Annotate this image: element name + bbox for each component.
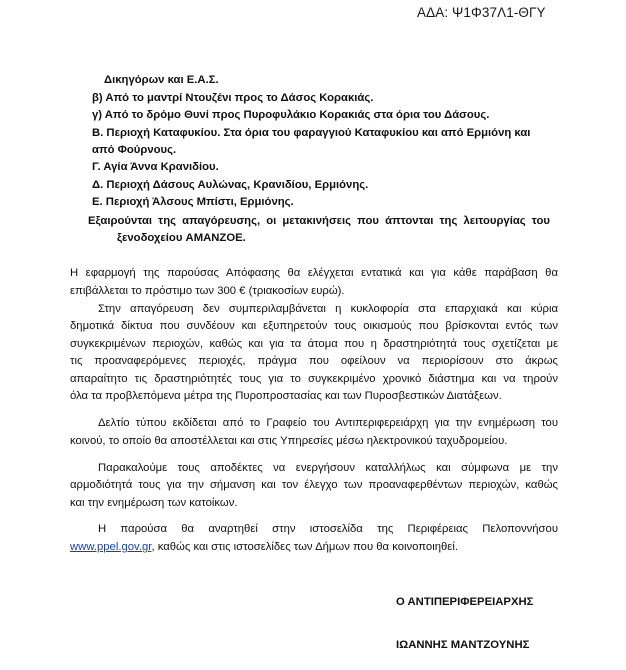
paragraph-line: τις προαναφερόμενες περιοχές, πράγμα που οφείλουν να περιορίσουν στο άκρως bbox=[70, 355, 558, 367]
area-line: Ε. Περιοχή Άλσους Μπίστι, Ερμιόνης. bbox=[92, 196, 294, 208]
paragraph-line: δημοτικά δίκτυα που συνδέουν και εξυπηρετούν τους οικισμούς που βρίσκονται εντός των bbox=[70, 320, 558, 332]
paragraph-line: και την ενημέρωση των κατοίκων. bbox=[70, 497, 238, 509]
area-line: από Φούρνους. bbox=[92, 144, 177, 156]
exemption-line: Εξαιρούνται της απαγόρευσης, οι μετακινήσεις που άπτονται της λειτουργίας του bbox=[88, 215, 550, 227]
paragraph-line: επιβάλλεται το πρόστιμο των 300 € (τριακοσίων ευρώ). bbox=[70, 285, 345, 297]
paragraph-line: Παρακαλούμε τους αποδέκτες να ενεργήσουν καταλλήλως και σύμφωνα με την bbox=[98, 462, 558, 474]
area-line: Δ. Περιοχή Δάσους Αυλώνας, Κρανιδίου, Ερμιόνης. bbox=[92, 179, 369, 191]
paragraph-line: αρμοδιότητά τους για την σήμανση και τον έλεγχο των προαναφερθέντων περιοχών, καθώς bbox=[70, 479, 558, 491]
paragraph-line bbox=[70, 540, 458, 554]
signature-title: Ο ΑΝΤΙΠΕΡΙΦΕΡΕΙΑΡΧΗΣ bbox=[396, 596, 534, 608]
area-line: β) Από το μαντρί Ντουζένι προς το Δάσος Κορακιάς. bbox=[92, 92, 374, 104]
paragraph-line: Η παρούσα θα αναρτηθεί στην ιστοσελίδα της Περιφέρειας Πελοποννήσου bbox=[98, 523, 558, 535]
paragraph-text: , καθώς και στις ιστοσελίδες των Δήμων που θα κοινοποιηθεί. bbox=[151, 541, 458, 553]
area-line: γ) Από το δρόμο Θυνί προς Πυροφυλάκιο Κορακιάς στα όρια του Δάσους. bbox=[92, 109, 490, 121]
exemption-line: ξενοδοχείου AMANZOE. bbox=[117, 232, 246, 244]
signature-name: ΙΩΑΝΝΗΣ ΜΑΝΤΖΟΥΝΗΣ bbox=[396, 639, 530, 651]
ada-code: ΑΔΑ: Ψ1Φ37Λ1-ΘΓΥ bbox=[417, 5, 546, 20]
paragraph-line: όλα τα προβλεπόμενα μέτρα της Πυροπροστασίας και των Πυροσβεστικών Διατάξεων. bbox=[70, 390, 502, 402]
paragraph-line: Στην απαγόρευση δεν συμπεριλαμβάνεται η κυκλοφορία στα επαρχιακά και κύρια bbox=[98, 303, 558, 315]
paragraph-line: απαραίτητο τις δραστηριότητές τους για το συγκεκριμένο χρονικό διάστημα και να τηρούν bbox=[70, 373, 558, 385]
area-line: Γ. Αγία Άννα Κρανιδίου. bbox=[92, 161, 219, 173]
paragraph-line: κοινού, το οποίο θα αποστέλλεται και στις Υπηρεσίες μέσω ηλεκτρονικού ταχυδρομείου. bbox=[70, 435, 508, 447]
ppel-website-link[interactable]: www.ppel.gov.gr bbox=[70, 541, 152, 553]
paragraph-line: Η εφαρμογή της παρούσας Απόφασης θα ελέγχεται εντατικά και για κάθε παράβαση θα bbox=[70, 267, 558, 279]
paragraph-line: συγκεκριμένων περιοχών, καθώς και για τα άτομα που η δραστηριότητά τους σχετίζεται με bbox=[70, 338, 558, 350]
area-line: Δικηγόρων και Ε.Α.Σ. bbox=[104, 74, 219, 86]
paragraph-line: Δελτίο τύπου εκδίδεται από το Γραφείο του Αντιπεριφερειάρχη για την ενημέρωση του bbox=[98, 417, 558, 429]
area-line: Β. Περιοχή Καταφυκίου. Στα όρια του φαραγγιού Καταφυκίου και από Ερμιόνη και bbox=[92, 127, 531, 139]
